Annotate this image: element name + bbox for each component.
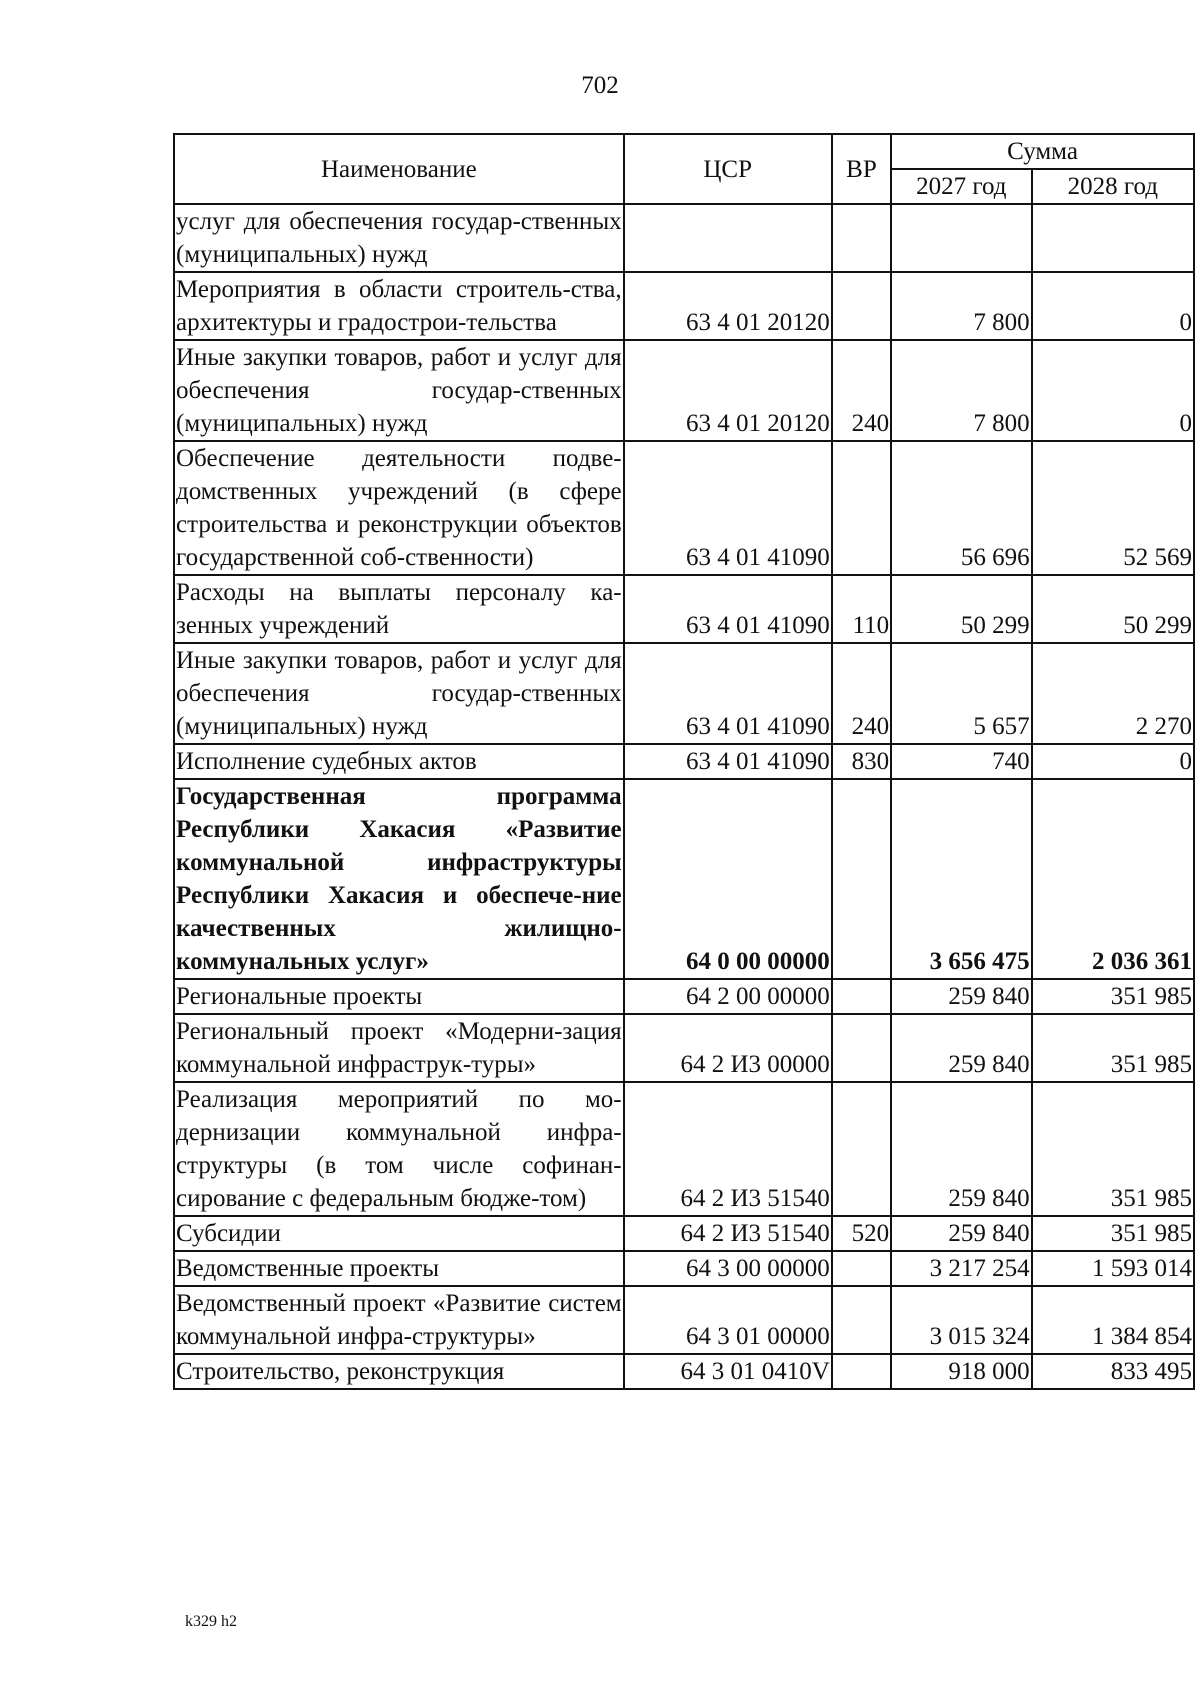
row-csr-cell: 64 0 00 00000 [624,779,832,979]
row-name-cell: Региональные проекты [174,979,624,1014]
row-2028-cell: 0 [1032,272,1194,340]
row-vr-cell [832,979,891,1014]
row-vr-cell [832,441,891,575]
row-2028-cell: 50 299 [1032,575,1194,643]
table-body [174,204,1194,1389]
row-csr-cell: 63 4 01 41090 [624,441,832,575]
table-row [174,575,1194,643]
row-vr-cell [832,204,891,272]
header-year-2027: 2027 год [891,169,1032,204]
row-2028-cell: 2 036 361 [1032,779,1194,979]
table-row [174,272,1194,340]
row-2028-cell: 2 270 [1032,643,1194,744]
row-csr-cell: 63 4 01 41090 [624,643,832,744]
row-2027-cell: 7 800 [891,272,1032,340]
row-vr-cell: 830 [832,744,891,779]
row-2028-cell [1032,204,1194,272]
row-csr-cell: 64 2 00 00000 [624,979,832,1014]
row-2027-cell: 3 656 475 [891,779,1032,979]
row-2027-cell: 50 299 [891,575,1032,643]
row-vr-cell [832,1354,891,1389]
row-vr-cell: 110 [832,575,891,643]
table-row [174,744,1194,779]
row-vr-cell [832,272,891,340]
row-2027-cell: 3 015 324 [891,1286,1032,1354]
row-2027-cell: 259 840 [891,1082,1032,1216]
row-name-cell: Субсидии [174,1216,624,1251]
row-2028-cell: 351 985 [1032,1082,1194,1216]
row-2027-cell [891,204,1032,272]
row-name-cell: Расходы на выплаты персоналу ка-зенных учреждений [174,575,624,643]
row-vr-cell: 520 [832,1216,891,1251]
row-2027-cell: 56 696 [891,441,1032,575]
page-number: 702 [581,72,619,99]
table-row [174,1286,1194,1354]
header-sum: Сумма [891,134,1194,169]
row-vr-cell: 240 [832,340,891,441]
table-row [174,779,1194,979]
footer-code: k329 h2 [185,1613,237,1630]
row-csr-cell: 64 2 И3 51540 [624,1082,832,1216]
row-csr-cell: 63 4 01 41090 [624,744,832,779]
table-row [174,1251,1194,1286]
row-csr-cell: 63 4 01 41090 [624,575,832,643]
table-row [174,340,1194,441]
row-csr-cell: 64 2 И3 00000 [624,1014,832,1082]
row-2027-cell: 3 217 254 [891,1251,1032,1286]
table-row [174,1216,1194,1251]
row-2027-cell: 7 800 [891,340,1032,441]
row-2028-cell: 833 495 [1032,1354,1194,1389]
table-row [174,979,1194,1014]
row-csr-cell: 63 4 01 20120 [624,340,832,441]
row-name-cell: Региональный проект «Модерни-зация коммунальной инфраструк-туры» [174,1014,624,1082]
row-name-cell: Государственная программа Республики Хакасия «Развитие коммунальной инфраструктуры Республики Хакасия и обеспече-ние качественных жилищно-коммунальных услуг» [174,779,624,979]
row-csr-cell [624,204,832,272]
row-csr-cell: 64 2 И3 51540 [624,1216,832,1251]
row-2028-cell: 0 [1032,744,1194,779]
row-vr-cell [832,1251,891,1286]
row-2027-cell: 259 840 [891,1014,1032,1082]
row-csr-cell: 63 4 01 20120 [624,272,832,340]
header-row [174,134,1194,169]
table-row [174,204,1194,272]
row-2028-cell: 351 985 [1032,1014,1194,1082]
row-2028-cell: 1 384 854 [1032,1286,1194,1354]
row-name-cell: Иные закупки товаров, работ и услуг для обеспечения государ-ственных (муниципальных) нужд [174,340,624,441]
row-2027-cell: 259 840 [891,979,1032,1014]
row-name-cell: Ведомственные проекты [174,1251,624,1286]
row-2028-cell: 0 [1032,340,1194,441]
row-2027-cell: 259 840 [891,1216,1032,1251]
header-year-2028: 2028 год [1032,169,1194,204]
header-name: Наименование [174,134,624,204]
row-vr-cell [832,1014,891,1082]
table-row [174,1082,1194,1216]
row-name-cell: Реализация мероприятий по мо-дернизации коммунальной инфра-структуры (в том числе софинан-сирование с федеральным бюдже-том) [174,1082,624,1216]
table-row [174,1354,1194,1389]
row-csr-cell: 64 3 00 00000 [624,1251,832,1286]
row-2027-cell: 740 [891,744,1032,779]
row-name-cell: Строительство, реконструкция [174,1354,624,1389]
row-name-cell: Ведомственный проект «Развитие систем коммунальной инфра-структуры» [174,1286,624,1354]
header-csr: ЦСР [624,134,832,204]
row-2028-cell: 52 569 [1032,441,1194,575]
row-name-cell: услуг для обеспечения государ-ственных (муниципальных) нужд [174,204,624,272]
row-vr-cell [832,1082,891,1216]
row-name-cell: Мероприятия в области строитель-ства, архитектуры и градострои-тельства [174,272,624,340]
row-2028-cell: 351 985 [1032,1216,1194,1251]
row-name-cell: Исполнение судебных актов [174,744,624,779]
header-vr: ВР [832,134,891,204]
row-2027-cell: 918 000 [891,1354,1032,1389]
row-2028-cell: 351 985 [1032,979,1194,1014]
row-2027-cell: 5 657 [891,643,1032,744]
row-csr-cell: 64 3 01 0410V [624,1354,832,1389]
table-row [174,441,1194,575]
table-row [174,643,1194,744]
row-vr-cell: 240 [832,643,891,744]
row-vr-cell [832,779,891,979]
row-name-cell: Обеспечение деятельности подве-домственных учреждений (в сфере строительства и реконструкции объектов государственной соб-ственности) [174,441,624,575]
row-csr-cell: 64 3 01 00000 [624,1286,832,1354]
row-2028-cell: 1 593 014 [1032,1251,1194,1286]
budget-table [173,133,1195,1390]
table-row [174,1014,1194,1082]
row-name-cell: Иные закупки товаров, работ и услуг для обеспечения государ-ственных (муниципальных) нужд [174,643,624,744]
row-vr-cell [832,1286,891,1354]
